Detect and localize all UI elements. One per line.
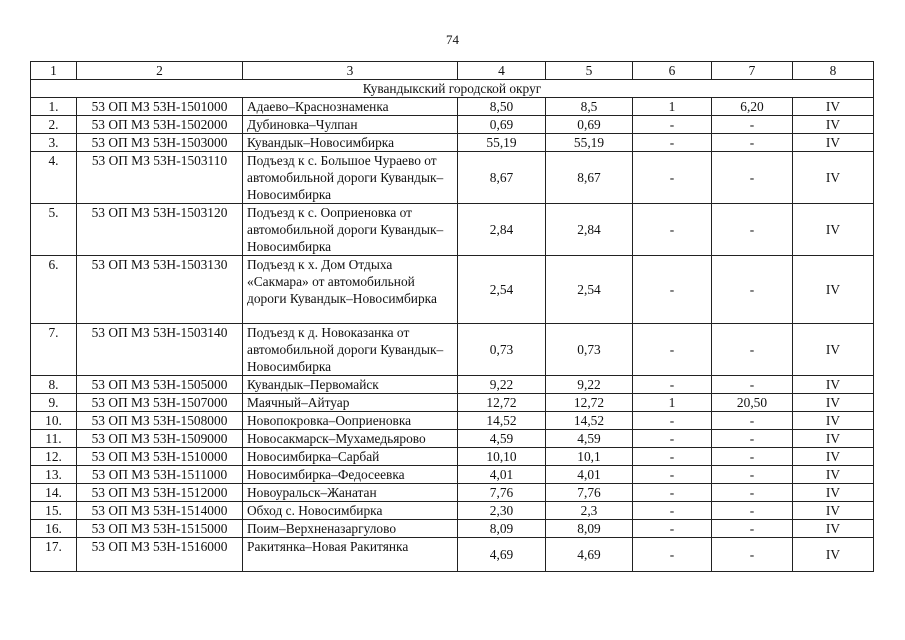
length-value: 4,59 [458,430,546,448]
length-value: 0,73 [546,324,633,376]
road-id: 53 ОП МЗ 53Н-1503000 [77,134,243,152]
section-title: Кувандыкский городской округ [31,80,874,98]
length-value: 10,10 [458,448,546,466]
category-value: IV [793,376,874,394]
length-value: 2,54 [546,256,633,324]
length-value: 14,52 [458,412,546,430]
road-name: Дубиновка–Чулпан [243,116,458,134]
table-row [31,430,874,448]
length-value: 4,01 [458,466,546,484]
category-value: IV [793,484,874,502]
table-row [31,204,874,256]
row-number: 1. [31,98,77,116]
table-row [31,256,874,324]
length-value: 9,22 [458,376,546,394]
category-value: IV [793,412,874,430]
length-value: 2,30 [458,502,546,520]
table-row [31,134,874,152]
count-value: - [633,204,712,256]
row-number: 5. [31,204,77,256]
count-value: - [633,430,712,448]
table-row [31,502,874,520]
category-value: IV [793,520,874,538]
road-name: Новосимбирка–Федосеевка [243,466,458,484]
length-value: - [712,466,793,484]
column-number-row [31,62,874,80]
category-value: IV [793,394,874,412]
table-row [31,448,874,466]
road-name: Маячный–Айтуар [243,394,458,412]
length-value: 4,69 [458,538,546,572]
road-id: 53 ОП МЗ 53Н-1511000 [77,466,243,484]
road-id: 53 ОП МЗ 53Н-1503110 [77,152,243,204]
road-name: Кувандык–Первомайск [243,376,458,394]
length-value: 7,76 [458,484,546,502]
length-value: - [712,116,793,134]
length-value: 0,69 [546,116,633,134]
column-number: 3 [243,62,458,80]
category-value: IV [793,256,874,324]
length-value: 9,22 [546,376,633,394]
length-value: - [712,484,793,502]
road-id: 53 ОП МЗ 53Н-1503130 [77,256,243,324]
table-row [31,520,874,538]
road-name: Подъезд к д. Новоказанка от автомобильной дороги Кувандык–Новосимбирка [243,324,458,376]
category-value: IV [793,430,874,448]
length-value: 2,54 [458,256,546,324]
row-number: 4. [31,152,77,204]
length-value: 8,09 [458,520,546,538]
road-id: 53 ОП МЗ 53Н-1516000 [77,538,243,572]
length-value: - [712,412,793,430]
length-value: - [712,204,793,256]
column-number: 8 [793,62,874,80]
road-name: Подъезд к с. Ооприеновка от автомобильной дороги Кувандык–Новосимбирка [243,204,458,256]
count-value: - [633,412,712,430]
count-value: - [633,448,712,466]
length-value: 2,84 [546,204,633,256]
length-value: - [712,538,793,572]
length-value: 12,72 [546,394,633,412]
road-id: 53 ОП МЗ 53Н-1501000 [77,98,243,116]
length-value: - [712,256,793,324]
table-row [31,394,874,412]
count-value: 1 [633,394,712,412]
row-number: 11. [31,430,77,448]
road-id: 53 ОП МЗ 53Н-1508000 [77,412,243,430]
roads-table [30,61,874,572]
table-row [31,484,874,502]
category-value: IV [793,152,874,204]
road-name: Новосимбирка–Сарбай [243,448,458,466]
column-number: 4 [458,62,546,80]
row-number: 12. [31,448,77,466]
row-number: 8. [31,376,77,394]
road-name: Подъезд к х. Дом Отдыха «Сакмара» от автомобильной дороги Кувандык–Новосимбирка [243,256,458,324]
road-name: Поим–Верхненазаргулово [243,520,458,538]
count-value: 1 [633,98,712,116]
road-id: 53 ОП МЗ 53Н-1502000 [77,116,243,134]
count-value: - [633,520,712,538]
length-value: 4,69 [546,538,633,572]
length-value: 4,59 [546,430,633,448]
road-id: 53 ОП МЗ 53Н-1514000 [77,502,243,520]
length-value: 8,5 [546,98,633,116]
road-id: 53 ОП МЗ 53Н-1512000 [77,484,243,502]
row-number: 7. [31,324,77,376]
count-value: - [633,152,712,204]
category-value: IV [793,324,874,376]
length-value: - [712,448,793,466]
table-row [31,412,874,430]
count-value: - [633,256,712,324]
column-number: 6 [633,62,712,80]
road-id: 53 ОП МЗ 53Н-1507000 [77,394,243,412]
row-number: 17. [31,538,77,572]
road-name: Ракитянка–Новая Ракитянка [243,538,458,572]
row-number: 3. [31,134,77,152]
length-value: 8,67 [458,152,546,204]
row-number: 10. [31,412,77,430]
length-value: 0,73 [458,324,546,376]
length-value: 2,84 [458,204,546,256]
count-value: - [633,116,712,134]
category-value: IV [793,98,874,116]
road-id: 53 ОП МЗ 53Н-1509000 [77,430,243,448]
column-number: 1 [31,62,77,80]
count-value: - [633,134,712,152]
count-value: - [633,324,712,376]
road-name: Адаево–Краснознаменка [243,98,458,116]
table-row [31,152,874,204]
length-value: - [712,324,793,376]
road-name: Новосакмарск–Мухамедьярово [243,430,458,448]
category-value: IV [793,204,874,256]
length-value: - [712,152,793,204]
column-number: 5 [546,62,633,80]
table-row [31,466,874,484]
road-name: Подъезд к с. Большое Чураево от автомобильной дороги Кувандык–Новосимбирка [243,152,458,204]
length-value: 12,72 [458,394,546,412]
count-value: - [633,502,712,520]
page-number: 74 [446,32,459,47]
category-value: IV [793,466,874,484]
category-value: IV [793,502,874,520]
length-value: 8,67 [546,152,633,204]
column-number: 7 [712,62,793,80]
count-value: - [633,484,712,502]
category-value: IV [793,116,874,134]
length-value: 4,01 [546,466,633,484]
row-number: 13. [31,466,77,484]
road-id: 53 ОП МЗ 53Н-1505000 [77,376,243,394]
count-value: - [633,538,712,572]
length-value: 55,19 [458,134,546,152]
length-value: 0,69 [458,116,546,134]
table-row [31,116,874,134]
length-value: 6,20 [712,98,793,116]
road-id: 53 ОП МЗ 53Н-1503140 [77,324,243,376]
row-number: 6. [31,256,77,324]
table-row [31,376,874,394]
length-value: 2,3 [546,502,633,520]
road-id: 53 ОП МЗ 53Н-1510000 [77,448,243,466]
row-number: 15. [31,502,77,520]
length-value: 55,19 [546,134,633,152]
length-value: 10,1 [546,448,633,466]
road-name: Кувандык–Новосимбирка [243,134,458,152]
road-id: 53 ОП МЗ 53Н-1503120 [77,204,243,256]
category-value: IV [793,538,874,572]
length-value: 14,52 [546,412,633,430]
length-value: - [712,430,793,448]
length-value: - [712,376,793,394]
road-name: Обход с. Новосимбирка [243,502,458,520]
row-number: 9. [31,394,77,412]
column-number: 2 [77,62,243,80]
category-value: IV [793,134,874,152]
table-row [31,538,874,572]
length-value: 8,50 [458,98,546,116]
length-value: - [712,520,793,538]
road-name: Новопокровка–Ооприеновка [243,412,458,430]
count-value: - [633,466,712,484]
row-number: 14. [31,484,77,502]
road-id: 53 ОП МЗ 53Н-1515000 [77,520,243,538]
length-value: 8,09 [546,520,633,538]
table-row [31,324,874,376]
section-row [31,80,874,98]
category-value: IV [793,448,874,466]
count-value: - [633,376,712,394]
length-value: 7,76 [546,484,633,502]
row-number: 16. [31,520,77,538]
length-value: 20,50 [712,394,793,412]
row-number: 2. [31,116,77,134]
road-name: Новоуральск–Жанатан [243,484,458,502]
length-value: - [712,134,793,152]
length-value: - [712,502,793,520]
table-row [31,98,874,116]
